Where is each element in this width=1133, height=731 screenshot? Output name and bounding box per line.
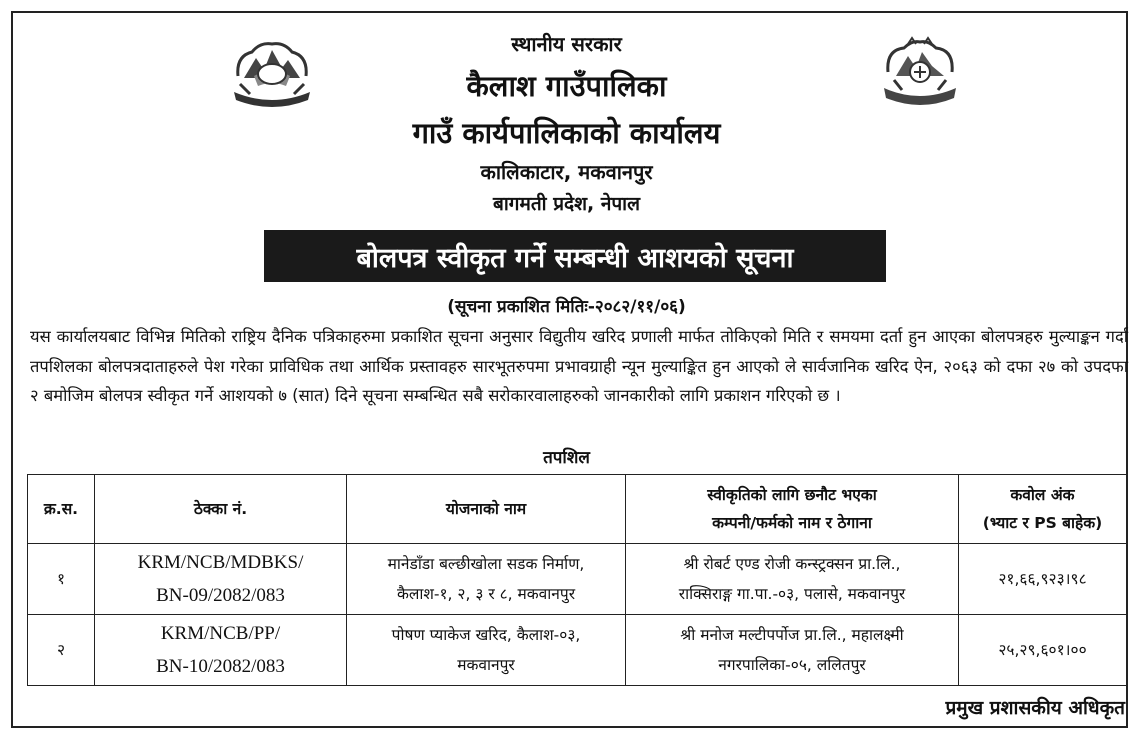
row-bid-amount: २१,६६,९२३।९८: [959, 544, 1127, 615]
company-line1: श्री रोबर्ट एण्ड रोजी कन्स्ट्रक्सन प्रा.लि.,: [683, 555, 901, 573]
schedule-heading: तपशिल: [543, 448, 590, 468]
company-line1: श्री मनोज मल्टीपर्पोज प्रा.लि., महालक्ष्मी: [680, 626, 904, 644]
header-company-line1: स्वीकृतिको लागि छनौट भएका: [707, 486, 877, 504]
notice-title: बोलपत्र स्वीकृत गर्ने सम्बन्धी आशयको सूचना: [356, 242, 794, 274]
contract-number-line2: BN-09/2082/083: [156, 585, 285, 606]
table-header-row: [28, 475, 1127, 544]
notice-body: यस कार्यालयबाट विभिन्न मितिको राष्ट्रिय दैनिक पत्रिकाहरुमा प्रकाशित सूचना अनुसार विद्युतीय खरिद प्रणाली मार्फत तोकिएको मिति र समयमा दर्ता हुन आएका बोलपत्रहरु मुल्याङ्कन गर्दा तपशिलका बोलपत्रदाताहरुले पेश गरेका प्राविधिक तथा आर्थिक प्रस्तावहरु सारभूतरुपमा प्रभावग्राही न्यून मुल्याङ्कित हुन आएको ले सार्वजानिक खरिद ऐन, २०६३ को दफा २७ को उपदफा २ बमोजिम बोलपत्र स्वीकृत गर्ने आशयको ७ (सात) दिने सूचना सम्बन्धित सबै सरोकारवालाहरुको जानकारीको लागि प्रकाशन गरिएको छ ।: [30, 327, 1128, 405]
row-serial-number: १: [28, 544, 95, 615]
table-row: [28, 544, 1127, 615]
project-name-line2: मकवानपुर: [457, 656, 515, 674]
office-name: गाउँ कार्यपालिकाको कार्यालय: [412, 116, 721, 150]
contract-number-line2: BN-10/2082/083: [156, 656, 285, 677]
company-line2: राक्सिराङ्ग गा.पा.-०३, पलासे, मकवानपुर: [678, 585, 906, 603]
bid-acceptance-table: [27, 474, 1127, 686]
header-bid-amount: [959, 475, 1127, 544]
row-contract-number: [95, 544, 347, 615]
row-project-name: [347, 544, 626, 615]
row-bid-amount: २५,२९,६०१।००: [959, 615, 1127, 686]
government-level: स्थानीय सरकार: [511, 32, 622, 56]
row-serial-number: २: [28, 615, 95, 686]
header-amount-line2: (भ्याट र PS बाहेक): [982, 514, 1103, 532]
header-amount-line1: कवोल अंक: [1010, 486, 1075, 504]
signature-designation: प्रमुख प्रशासकीय अधिकृत: [945, 697, 1125, 719]
header-project-name: योजनाको नाम: [347, 475, 626, 544]
contract-number-line1: KRM/NCB/MDBKS/: [137, 552, 304, 573]
header-company: [626, 475, 959, 544]
header-company-line2: कम्पनी/फर्मको नाम र ठेगाना: [712, 514, 872, 532]
project-name-line2: कैलाश-१, २, ३ र ८, मकवानपुर: [396, 585, 576, 603]
row-company: [626, 615, 959, 686]
publication-date: (सूचना प्रकाशित मितिः-२०८२/११/०६): [447, 297, 686, 317]
company-line2: नगरपालिका-०५, ललितपुर: [718, 656, 866, 674]
table-row: [28, 615, 1127, 686]
municipality-name: कैलाश गाउँपालिका: [466, 69, 667, 103]
contract-number-line1: KRM/NCB/PP/: [160, 623, 281, 644]
row-project-name: [347, 615, 626, 686]
row-company: [626, 544, 959, 615]
row-contract-number: [95, 615, 347, 686]
office-address: कालिकाटार, मकवानपुर: [480, 160, 653, 184]
project-name-line1: मानेडाँडा बल्छीखोला सडक निर्माण,: [387, 555, 585, 573]
project-name-line1: पोषण प्याकेज खरिद, कैलाश-०३,: [391, 626, 581, 644]
header-serial-number: क्र.स.: [28, 475, 95, 544]
province-country: बागमती प्रदेश, नेपाल: [493, 193, 640, 215]
notice-title-banner: [264, 230, 886, 282]
header-contract-number: ठेक्का नं.: [95, 475, 347, 544]
